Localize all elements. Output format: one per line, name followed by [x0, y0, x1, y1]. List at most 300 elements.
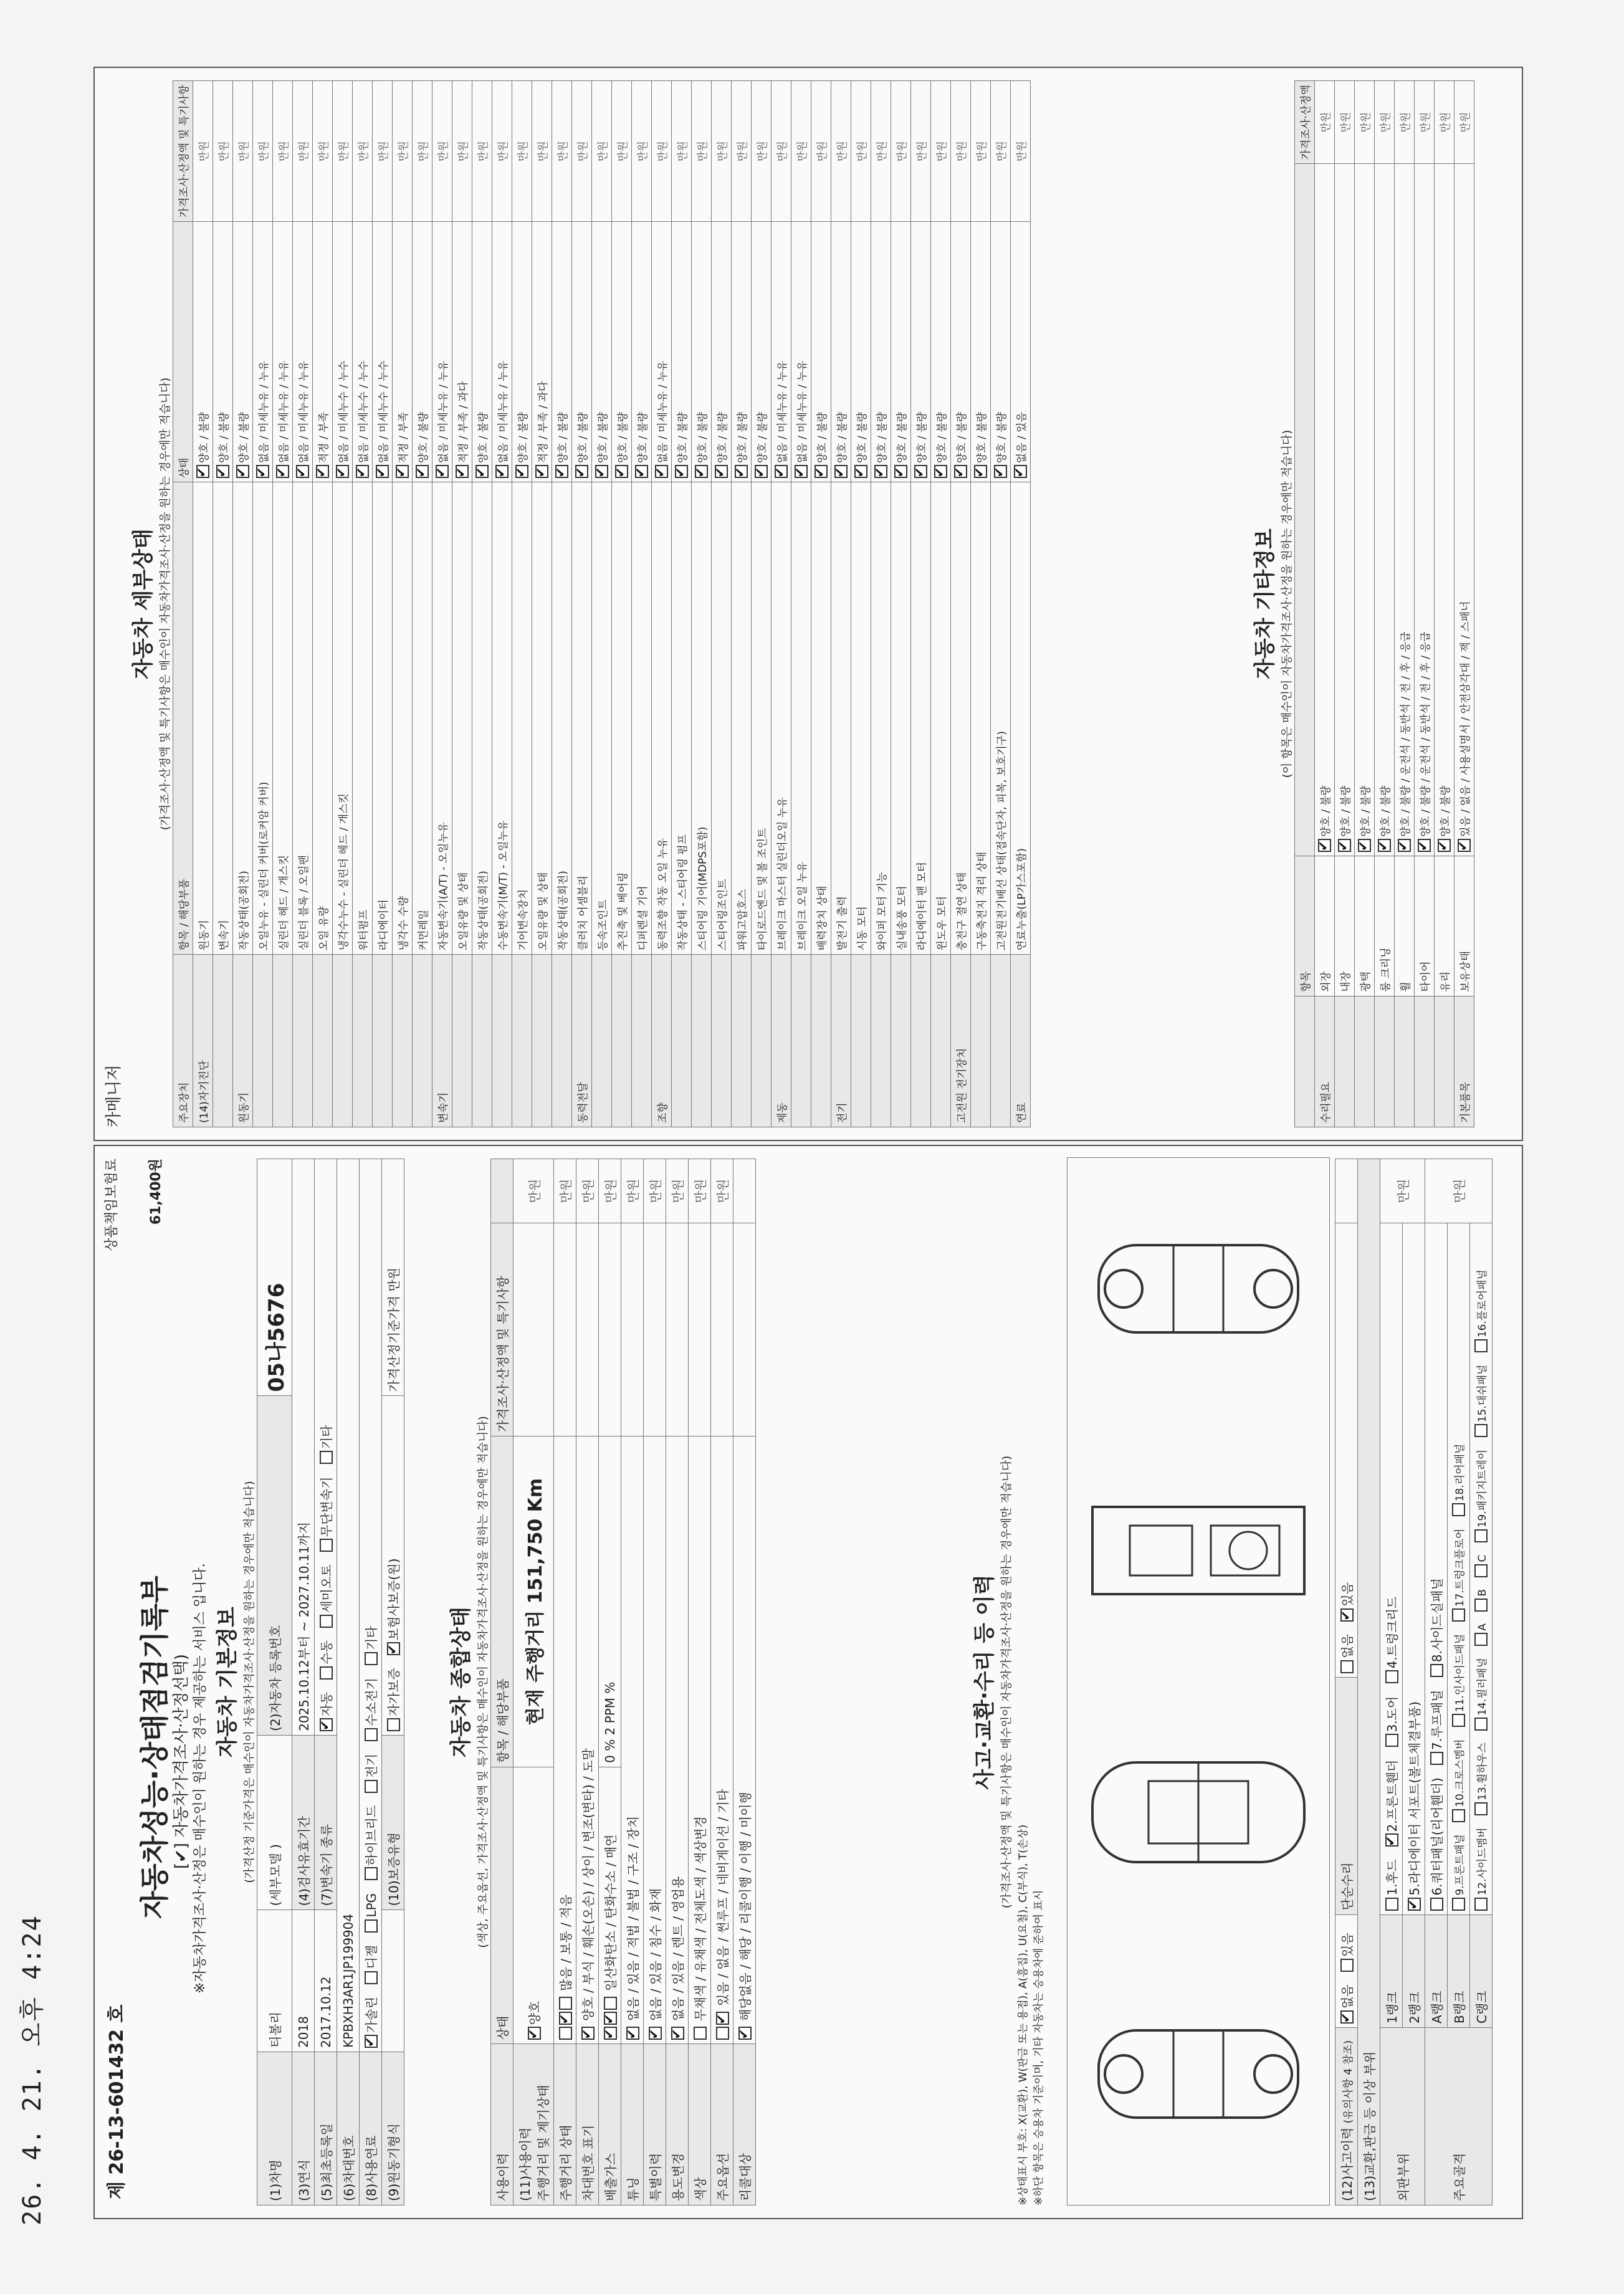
state-text: 양호 / 불량: [238, 412, 251, 464]
state-text: 양호 / 불량: [557, 412, 570, 464]
option-label: 자동: [319, 1692, 334, 1716]
checkbox-checked-icon[interactable]: [874, 465, 887, 478]
unit-man-won: 만원: [253, 81, 273, 222]
checkbox-checked-icon[interactable]: [1398, 839, 1411, 852]
checkbox-checked-icon[interactable]: [575, 465, 588, 478]
checkbox-checked-icon[interactable]: [416, 465, 429, 478]
label-first-registration: (5)최초등록일: [315, 2052, 337, 2205]
row-state: [293, 222, 313, 482]
checkbox-checked-icon[interactable]: [615, 465, 628, 478]
table-row: [432, 81, 452, 1127]
checkbox-checked-icon[interactable]: [495, 465, 509, 478]
label-engine-type: (9)원동기형식: [382, 2052, 404, 2205]
row-item: 작동상태(공회전): [552, 482, 572, 955]
row-group: 원동기: [233, 955, 253, 1127]
checkbox-checked-icon[interactable]: [1385, 1833, 1398, 1847]
row-state: [512, 222, 532, 482]
state-text: 없음 / 미세누유 / 누유: [278, 360, 290, 464]
row-group: 연료: [1011, 955, 1031, 1127]
table-row: [851, 81, 871, 1127]
row-item: 유리: [1435, 856, 1454, 996]
row-label: 차대번호 표기: [576, 2044, 599, 2206]
table-row: [712, 81, 732, 1127]
state-text: 많음 / 보통 / 적음: [558, 1895, 573, 1991]
checkbox-checked-icon[interactable]: [655, 465, 668, 478]
table-row: [672, 81, 692, 1127]
price-cell: [666, 1223, 689, 1436]
checkbox-icon[interactable]: [1474, 1599, 1488, 1612]
other-note: (이 항목은 매수인이 자동차가격조사·산정을 원하는 경우에만 적습니다): [1281, 429, 1294, 778]
fuel-options: [360, 1159, 382, 2052]
accident-section: [967, 1159, 1045, 2206]
row-item: 오일 유량: [313, 482, 333, 955]
option-label: 17.트렁크플로어: [1454, 1528, 1466, 1607]
row-state: [711, 1436, 733, 2044]
price-cell: [513, 1223, 554, 1436]
col-price: 가격조사·산정액 및 특기사항: [173, 81, 193, 222]
checkbox-checked-icon[interactable]: [535, 465, 548, 478]
checkbox-checked-icon[interactable]: [974, 465, 987, 478]
unit-man-won: 만원: [554, 1159, 576, 1223]
car-name: 티볼리: [257, 1910, 292, 2052]
table-row: [572, 81, 592, 1127]
row-item: 클러치 어셈블리: [572, 482, 592, 955]
row-group: [692, 955, 712, 1127]
accident-options: [1335, 1914, 1358, 2027]
row-item: 연료누출(LP가스포함): [1011, 482, 1031, 955]
checkbox-checked-icon[interactable]: [735, 465, 748, 478]
checkbox-checked-icon[interactable]: [216, 465, 229, 478]
unit-man-won: 만원: [492, 81, 512, 222]
unit-man-won: 만원: [472, 81, 492, 222]
col-item: 항목 / 해당부품: [173, 482, 193, 955]
row-item: 변속기: [213, 482, 233, 955]
row-item: 광택: [1355, 856, 1375, 996]
table-row: [293, 81, 313, 1127]
row-state: [554, 1436, 576, 2044]
checkbox-checked-icon[interactable]: [626, 2027, 639, 2040]
checkbox-icon[interactable]: [320, 1539, 333, 1552]
col-state: 상태: [173, 222, 193, 482]
table-row: [1435, 81, 1454, 1127]
label-vin: (6)차대번호: [337, 2052, 360, 2205]
checkbox-checked-icon[interactable]: [814, 465, 828, 478]
row-state: [353, 222, 373, 482]
row-group: [592, 955, 612, 1127]
page-title: 자동차성능·상태점검기록부: [138, 1575, 171, 1919]
price-cell: [621, 1223, 644, 1436]
rank2-label: 2랭크: [1403, 1914, 1425, 2027]
checkbox-icon[interactable]: [320, 1666, 333, 1680]
state-text: 양호 / 불량: [1360, 785, 1372, 837]
table-row: [891, 81, 911, 1127]
checkbox-checked-icon[interactable]: [1408, 1898, 1421, 1911]
car-frame-icon: [1080, 1432, 1317, 1669]
insurance-amount: 61,400원: [148, 1159, 164, 1225]
row-item: 기어변속장치: [512, 482, 532, 955]
checkbox-icon[interactable]: [604, 1997, 617, 2010]
rank-a-label: A랭크: [1425, 1914, 1448, 2027]
row-item: 배력장치 상태: [811, 482, 831, 955]
row-item: 원동기: [193, 482, 213, 955]
row-item: 작동상태 - 스티어링 펌프: [672, 482, 692, 955]
state-text: 양호 / 불량: [916, 412, 929, 464]
row-state: [733, 1436, 756, 2044]
row-group: (11)사용이력: [518, 2127, 533, 2201]
checkbox-checked-icon[interactable]: [954, 465, 967, 478]
checkbox-checked-icon[interactable]: [914, 465, 927, 478]
checkbox-checked-icon[interactable]: [236, 465, 249, 478]
checkbox-icon[interactable]: [365, 1971, 378, 1984]
checkbox-checked-icon[interactable]: [296, 465, 309, 478]
damage-table: [1335, 1159, 1493, 2206]
checkbox-checked-icon[interactable]: [1438, 839, 1451, 852]
unit-man-won: 만원: [1335, 81, 1355, 164]
checkbox-icon[interactable]: [365, 1780, 378, 1793]
unit-man-won: 만원: [1315, 81, 1335, 164]
row-group: [532, 955, 552, 1127]
table-row: [1375, 81, 1395, 1127]
checkbox-checked-icon[interactable]: [256, 465, 269, 478]
checkbox-checked-icon[interactable]: [1378, 839, 1391, 852]
checkbox-checked-icon[interactable]: [755, 465, 768, 478]
col-state: [1295, 164, 1315, 856]
table-row: [971, 81, 991, 1127]
table-row: [413, 81, 432, 1127]
checkbox-icon[interactable]: [1474, 1718, 1488, 1731]
checkbox-checked-icon[interactable]: [994, 465, 1007, 478]
checkbox-checked-icon[interactable]: [196, 465, 209, 478]
state-text: 양호 / 불량: [757, 412, 769, 464]
car-top-icon: [1080, 1694, 1317, 1931]
checkbox-checked-icon[interactable]: [387, 1642, 400, 1655]
checkbox-checked-icon[interactable]: [356, 465, 369, 478]
state-text: 없음 / 미세누수 / 누수: [378, 360, 390, 464]
checkbox-checked-icon[interactable]: [1340, 2010, 1354, 2024]
row-label: [513, 2044, 554, 2206]
row-item: 수동변속기(M/T) - 오일누유: [492, 482, 512, 955]
state-text: 양호 / 불량: [936, 412, 948, 464]
checkbox-icon[interactable]: [1474, 1424, 1488, 1437]
row-item: 휠: [1395, 856, 1415, 996]
unit-man-won: 만원: [951, 81, 971, 222]
label-inspection-period: (4)검사유효기간: [292, 1735, 315, 1910]
table-row: [512, 81, 532, 1127]
row-state: [931, 222, 951, 482]
checkbox-checked-icon[interactable]: [559, 2012, 572, 2025]
checkbox-icon[interactable]: [1452, 1608, 1465, 1622]
simple-repair-label: 단순수리: [1335, 1677, 1358, 1914]
state-text: 적정 / 부족: [398, 412, 410, 464]
state-text: 일산화탄소 / 탄화수소 / 매연: [603, 1834, 618, 1991]
checkbox-icon[interactable]: [559, 2027, 572, 2040]
checkbox-checked-icon[interactable]: [528, 2027, 541, 2040]
checkbox-checked-icon[interactable]: [316, 465, 329, 478]
table-row: [732, 81, 752, 1127]
table-row: [991, 81, 1011, 1127]
checkbox-checked-icon[interactable]: [555, 465, 568, 478]
row-group: [931, 955, 951, 1127]
row-state: [672, 222, 692, 482]
option-label: 19.패키지트레이: [1476, 1449, 1489, 1528]
unit-man-won: 만원: [576, 1159, 599, 1223]
checkbox-checked-icon[interactable]: [1418, 839, 1431, 852]
unit-man-won: 만원: [672, 81, 692, 222]
checkbox-icon[interactable]: [365, 1867, 378, 1880]
rank-a-items: [1425, 1223, 1448, 1915]
state-text: 양호 / 불량: [717, 412, 729, 464]
unit-man-won: 만원: [1425, 1159, 1493, 1223]
row-state: [1355, 164, 1375, 856]
checkbox-icon[interactable]: [365, 1652, 378, 1665]
unit-man-won: 만원: [971, 81, 991, 222]
checkbox-icon[interactable]: [1474, 1339, 1488, 1352]
row-item: 디퍼렌셜 기어: [632, 482, 652, 955]
basic-info-note: (가격산정 기준가격은 매수인이 자동차가격조사·산정을 원하는 경우에만 적습니다): [243, 1481, 256, 1883]
first-registration: 2017.10.12: [315, 1910, 337, 2052]
unit-man-won: 만원: [532, 81, 552, 222]
option-label: 1.후드: [1385, 1859, 1400, 1896]
option-label: 무단변속기: [319, 1476, 334, 1537]
checkbox-icon[interactable]: [1385, 1734, 1398, 1747]
checkbox-checked-icon[interactable]: [649, 2027, 662, 2040]
checkbox-checked-icon[interactable]: [834, 465, 848, 478]
col-price: 가격조사·산정액 및 특기사항: [491, 1223, 513, 1436]
checkbox-icon[interactable]: [1474, 1633, 1488, 1646]
checkbox-icon[interactable]: [1474, 1802, 1488, 1815]
checkbox-icon[interactable]: [1430, 1752, 1443, 1765]
model-year: 2018: [292, 1910, 315, 2052]
price-cell: [733, 1223, 756, 1436]
row-group: 변속기: [432, 955, 452, 1127]
col-group: [1295, 996, 1315, 1127]
checkbox-checked-icon[interactable]: [894, 465, 907, 478]
checkbox-checked-icon[interactable]: [716, 2012, 729, 2025]
row-item: 냉각수 수량: [393, 482, 413, 955]
row-item: 브레이크 마스터 실린더오일 누유: [771, 482, 791, 955]
checkbox-checked-icon[interactable]: [456, 465, 469, 478]
checkbox-checked-icon[interactable]: [675, 465, 688, 478]
table-row: [831, 81, 851, 1127]
col-state: 상태: [491, 1767, 513, 2043]
row-item: 실린더 블록 / 오일팬: [293, 482, 313, 955]
checkbox-checked-icon[interactable]: [635, 465, 648, 478]
checkbox-checked-icon[interactable]: [715, 465, 728, 478]
table-row: [333, 81, 353, 1127]
checkbox-checked-icon[interactable]: [336, 465, 349, 478]
checkbox-icon[interactable]: [1385, 1670, 1398, 1683]
row-state: [666, 1436, 689, 2044]
checkbox-icon[interactable]: [365, 1728, 378, 1741]
col-main: 주요장치: [173, 955, 193, 1127]
checkbox-icon[interactable]: [1340, 1959, 1354, 1972]
row-group: [1355, 996, 1375, 1127]
row-item: 커먼레일: [413, 482, 432, 955]
rank-b-items: [1448, 1223, 1470, 1915]
row-item: 오일누유 - 실린더 커버(로커암 커버): [253, 482, 273, 955]
state-text: 양호 / 불량 / 운전석 / 동반석 / 전 / 후 / 응급: [1420, 631, 1432, 837]
detail-rows: [193, 81, 1031, 1127]
unit-man-won: 만원: [293, 81, 313, 222]
checkbox-icon[interactable]: [716, 2027, 729, 2040]
row-state: [1435, 164, 1454, 856]
unit-man-won: 만원: [213, 81, 233, 222]
checkbox-icon[interactable]: [559, 1997, 572, 2010]
state-text: 없음 / 미세누유 / 누유: [657, 360, 669, 464]
checkbox-icon[interactable]: [1474, 1529, 1488, 1542]
row-state: [1454, 164, 1474, 856]
basic-info-table: [257, 1159, 404, 2206]
brand-name: 카메니저: [105, 1064, 123, 1127]
checkbox-checked-icon[interactable]: [934, 465, 947, 478]
row-item: 자동변속기(A/T) - 오일누유: [432, 482, 452, 955]
checkbox-icon[interactable]: [1452, 1714, 1465, 1727]
unit-man-won: 만원: [1415, 81, 1435, 164]
state-text: 없음 / 미세누수 / 누수: [338, 360, 350, 464]
checkbox-icon[interactable]: [1430, 1664, 1443, 1677]
checkbox-icon[interactable]: [387, 1718, 400, 1731]
checkbox-icon[interactable]: [365, 1919, 378, 1933]
checkbox-icon[interactable]: [1452, 1503, 1465, 1516]
checkbox-checked-icon[interactable]: [1318, 839, 1331, 852]
option-label: 3.도어: [1385, 1696, 1400, 1732]
price-cell: [689, 1223, 711, 1436]
table-row: [393, 81, 413, 1127]
unit-man-won: 만원: [1395, 81, 1415, 164]
table-row: [592, 81, 612, 1127]
row-item: 내장: [1335, 856, 1355, 996]
checkbox-checked-icon[interactable]: [604, 2027, 617, 2040]
row-group: [413, 955, 432, 1127]
state-text: 있음 / 없음 / 썬루프 / 네비게이션 / 기타: [715, 1789, 730, 2006]
checkbox-checked-icon[interactable]: [436, 465, 449, 478]
checkbox-icon[interactable]: [1340, 1660, 1354, 1673]
checkbox-checked-icon[interactable]: [854, 465, 867, 478]
option-label: 있음: [1340, 1582, 1355, 1607]
unit-man-won: 만원: [513, 1159, 554, 1223]
checkbox-checked-icon[interactable]: [376, 465, 389, 478]
other-table: [1294, 80, 1474, 1127]
insurance-label: 상품책임보험료: [104, 1159, 120, 1251]
checkbox-checked-icon[interactable]: [671, 2027, 684, 2040]
unit-man-won: 만원: [512, 81, 532, 222]
checkbox-checked-icon[interactable]: [795, 465, 808, 478]
checkbox-checked-icon[interactable]: [604, 2012, 617, 2025]
row-state: [599, 1767, 621, 2043]
state-text: 없음 / 미세누유 / 누유: [497, 360, 510, 464]
unit-man-won: 만원: [644, 1159, 666, 1223]
table-row: [257, 1159, 292, 2206]
checkbox-checked-icon[interactable]: [738, 2027, 752, 2040]
row-group: [871, 955, 891, 1127]
state-text: 무채색 / 유채색 / 전체도색 / 색상변경: [693, 1816, 708, 2021]
checkbox-checked-icon[interactable]: [1340, 1608, 1354, 1622]
row-item: 냉각수누수 - 실린더 헤드 / 개스킷: [333, 482, 353, 955]
option-label: 9.프론트패널: [1454, 1834, 1466, 1896]
option-label: 6.쿼터패널(리어휀더): [1430, 1777, 1445, 1896]
row-item: 등속조인트: [592, 482, 612, 955]
checkbox-checked-icon[interactable]: [396, 465, 409, 478]
unit-man-won: 만원: [193, 81, 213, 222]
row-state: [1315, 164, 1335, 856]
col-item: 항목: [1295, 856, 1315, 996]
row-item: 윈도우 모터: [931, 482, 951, 955]
row-item: 라디에이터 팬 모터: [911, 482, 931, 955]
checkbox-checked-icon[interactable]: [581, 2027, 595, 2040]
checkbox-checked-icon[interactable]: [276, 465, 289, 478]
left-page: [93, 1145, 1523, 2219]
row-group: [373, 955, 393, 1127]
checkbox-icon[interactable]: [694, 2027, 707, 2040]
checkbox-checked-icon[interactable]: [1338, 839, 1351, 852]
row-state: [851, 222, 871, 482]
table-row: [871, 81, 891, 1127]
checkbox-icon[interactable]: [1385, 1898, 1398, 1911]
table-row: [652, 81, 672, 1127]
option-label: 13.휠하우스: [1476, 1742, 1489, 1800]
checkbox-checked-icon[interactable]: [475, 465, 489, 478]
certificate-number: 제 26-13-601432 호: [106, 2004, 128, 2199]
checkbox-checked-icon[interactable]: [320, 1718, 333, 1731]
checkbox-icon[interactable]: [1474, 1898, 1488, 1911]
row-item: 실린더 헤드 / 개스킷: [273, 482, 293, 955]
checkbox-icon[interactable]: [1452, 1809, 1465, 1822]
other-rows: [1315, 81, 1474, 1127]
row-label: 특별이력: [644, 2044, 666, 2206]
state-text: 양호 / 불량: [577, 412, 590, 464]
row-state: [1011, 222, 1031, 482]
option-label: A: [1476, 1623, 1489, 1631]
unit-man-won: 만원: [1454, 81, 1474, 164]
unit-man-won: 만원: [811, 81, 831, 222]
row-label: 색상: [689, 2044, 711, 2206]
checkbox-checked-icon[interactable]: [775, 465, 788, 478]
unit-man-won: 만원: [711, 1159, 733, 1223]
row-item: 라디에이터: [373, 482, 393, 955]
table-row: [931, 81, 951, 1127]
checkbox-checked-icon[interactable]: [515, 465, 528, 478]
unit-man-won: 만원: [911, 81, 931, 222]
row-group: (14)자기진단: [193, 955, 213, 1127]
checkbox-checked-icon[interactable]: [595, 465, 608, 478]
unit-man-won: 만원: [1011, 81, 1031, 222]
unit-man-won: 만원: [1355, 81, 1375, 164]
odometer-reading: 현재 주행거리 151,750 Km: [513, 1436, 554, 1767]
checkbox-checked-icon[interactable]: [1358, 839, 1371, 852]
row-group: [891, 955, 911, 1127]
checkbox-icon[interactable]: [1430, 1898, 1443, 1911]
table-row: [771, 81, 791, 1127]
state-text: 양호 / 불량: [617, 412, 629, 464]
state-text: 양호 / 불량: [1340, 785, 1352, 837]
checkbox-checked-icon[interactable]: [695, 465, 708, 478]
checkbox-icon[interactable]: [320, 1451, 333, 1464]
checkbox-checked-icon[interactable]: [1458, 839, 1471, 852]
checkbox-checked-icon[interactable]: [1014, 465, 1027, 478]
checkbox-icon[interactable]: [320, 1615, 333, 1628]
detail-note: (가격조사·산정액 및 특기사항은 매수인이 자동차가격조사·산정을 원하는 경우에만 적습니다): [159, 377, 172, 831]
checkbox-checked-icon[interactable]: [365, 2035, 378, 2048]
checkbox-icon[interactable]: [1452, 1898, 1465, 1911]
row-state: [752, 222, 771, 482]
row-group: 동력전달: [572, 955, 592, 1127]
option-label: 4.트렁크리드: [1385, 1596, 1400, 1669]
checkbox-icon[interactable]: [1474, 1564, 1488, 1577]
table-row: [1415, 81, 1435, 1127]
row-group: [253, 955, 273, 1127]
table-row: [1425, 1159, 1448, 2206]
row-group: 고전원 전기장치: [951, 955, 971, 1127]
